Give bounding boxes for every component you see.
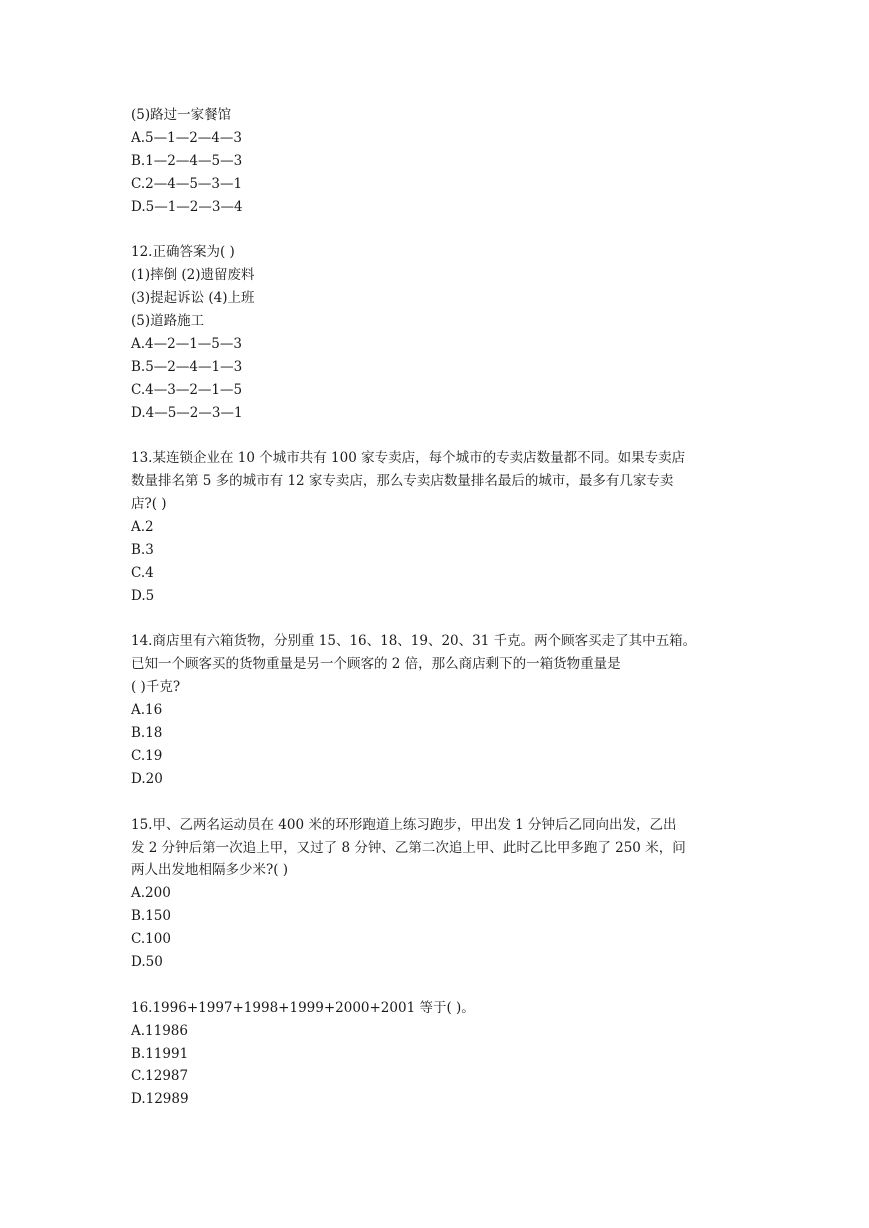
question-stem: 两人出发地相隔多少米?( ) [131, 862, 289, 879]
question-block [131, 997, 741, 1111]
question-stem: 12.正确答案为( ) [131, 244, 235, 261]
option-d: D.20 [131, 770, 163, 787]
option-c: C.2—4—5—3—1 [131, 175, 243, 192]
option-d: D.5 [131, 587, 155, 604]
question-block [131, 630, 741, 790]
question-stem: ( )千克? [131, 679, 181, 696]
option-a: A.4—2—1—5—3 [131, 335, 242, 352]
option-c: C.4 [131, 564, 154, 581]
option-a: A.16 [131, 702, 163, 719]
option-c: C.19 [131, 747, 163, 764]
question-stem: 发 2 分钟后第一次追上甲，又过了 8 分钟、乙第二次追上甲、此时乙比甲多跑了 250 米，问 [131, 839, 686, 856]
option-a: A.200 [131, 885, 171, 902]
question-stem: 15.甲、乙两名运动员在 400 米的环形跑道上练习跑步，甲出发 1 分钟后乙同向出发，乙出 [131, 816, 677, 833]
option-b: B.3 [131, 541, 154, 558]
option-d: D.5—1—2—3—4 [131, 198, 243, 215]
sub-item: (1)摔倒 (2)遗留废料 [131, 267, 255, 284]
spacer [131, 218, 741, 241]
document-page [131, 104, 741, 1111]
question-stem: 13.某连锁企业在 10 个城市共有 100 家专卖店，每个城市的专卖店数量都不同。如果专卖店 [131, 450, 686, 467]
question-stem: 店?( ) [131, 496, 167, 513]
option-d: D.50 [131, 953, 163, 970]
sub-item: (5)道路施工 [131, 313, 205, 330]
question-stem: 数量排名第 5 多的城市有 12 家专卖店，那么专卖店数量排名最后的城市，最多有几家专卖 [131, 473, 674, 490]
sub-item: (5)路过一家餐馆 [131, 107, 232, 123]
spacer [131, 791, 741, 814]
option-b: B.5—2—4—1—3 [131, 358, 243, 375]
option-a: A.2 [131, 519, 154, 536]
option-b: B.18 [131, 725, 163, 742]
question-block [131, 447, 741, 607]
question-stem: 已知一个顾客买的货物重量是另一个顾客的 2 倍，那么商店剩下的一箱货物重量是 [131, 656, 621, 673]
question-block [131, 241, 741, 424]
spacer [131, 608, 741, 631]
question-block [131, 104, 741, 218]
option-c: C.4—3—2—1—5 [131, 381, 243, 398]
option-c: C.12987 [131, 1068, 189, 1085]
spacer [131, 424, 741, 447]
option-d: D.4—5—2—3—1 [131, 404, 243, 421]
question-stem: 16.1996+1997+1998+1999+2000+2001 等于( )。 [131, 999, 475, 1016]
option-b: B.150 [131, 908, 171, 925]
option-b: B.11991 [131, 1045, 189, 1062]
option-d: D.12989 [131, 1091, 189, 1108]
question-stem: 14.商店里有六箱货物，分别重 15、16、18、19、20、31 千克。两个顾客买走了其中五箱。 [131, 633, 697, 650]
option-b: B.1—2—4—5—3 [131, 152, 243, 169]
question-block [131, 814, 741, 974]
spacer [131, 974, 741, 997]
option-a: A.11986 [131, 1022, 188, 1039]
option-c: C.100 [131, 931, 171, 948]
option-a: A.5—1—2—4—3 [131, 129, 242, 146]
sub-item: (3)提起诉讼 (4)上班 [131, 290, 255, 307]
